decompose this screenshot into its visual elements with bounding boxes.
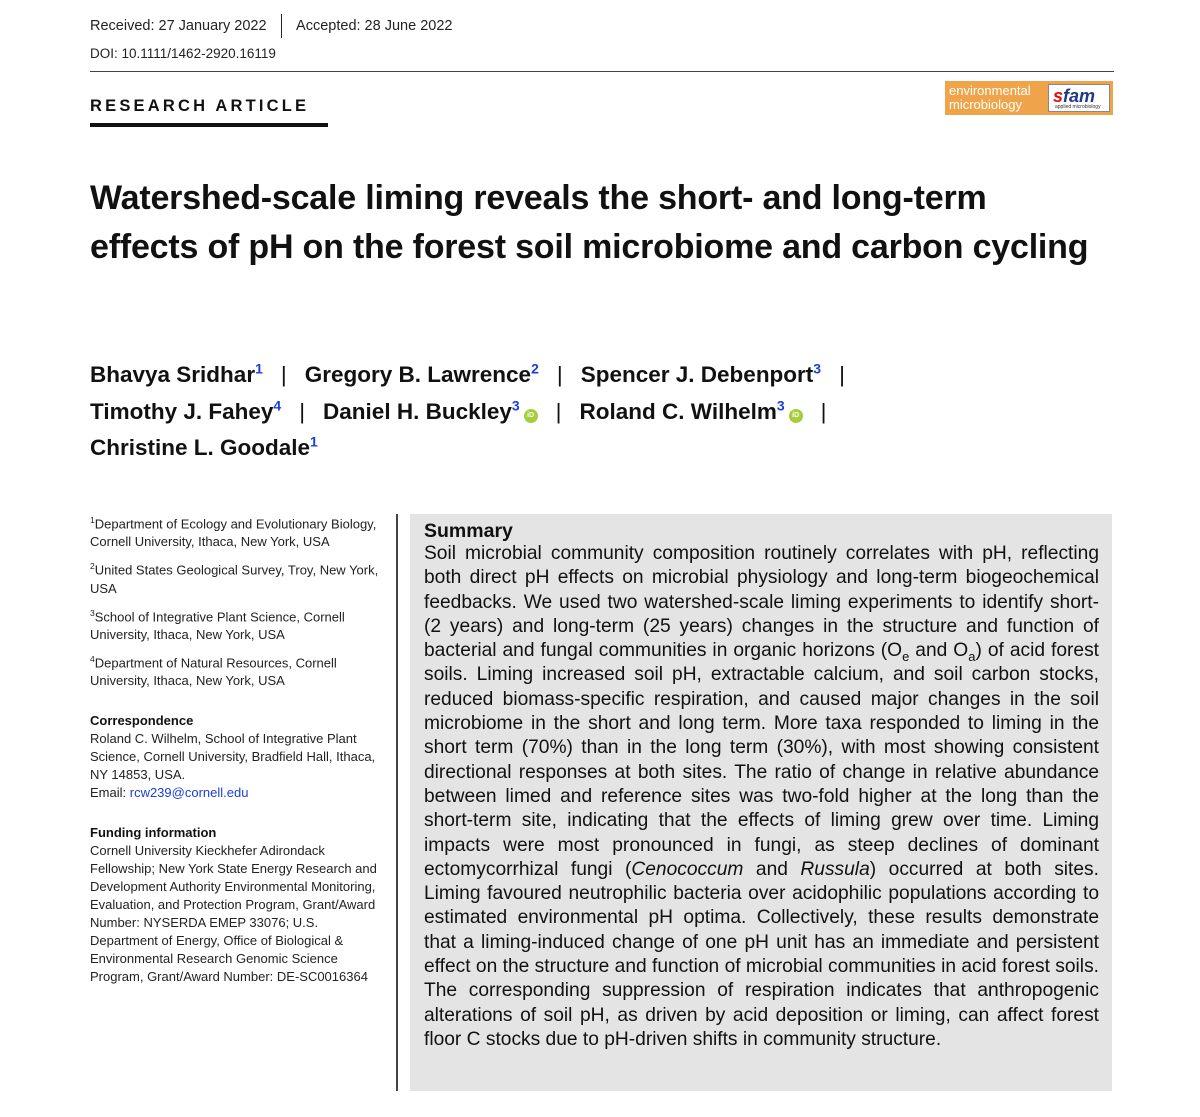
doi[interactable]: DOI: 10.1111/1462-2920.16119 (90, 46, 276, 61)
summary-part-3: ) of acid forest soils. Liming increased soil pH, extractable calcium, and soil carbon stocks, reduced biomass-specific respiration, and caused major changes in the soil microbiome in the short and long term. More taxa responded to liming in the short term (70%) than in the long term (30%), with most showing consistent directional responses at both sites. The ratio of change in relative abundance between limed and reference sites was two-fold higher at the long than the short-term site, indicating that the effects of liming grew over time. Liming impacts were most pronounced in fungi, as steep declines of dominant ectomycorrhizal fungi ( (424, 640, 1099, 880)
journal-logo (945, 81, 1113, 115)
affiliation (90, 604, 386, 644)
affiliation-number: 4 (90, 653, 95, 664)
author[interactable] (580, 399, 803, 424)
author-separator: | (280, 362, 287, 387)
subscript-a: a (968, 649, 976, 665)
summary-part-1: Soil microbial community composition routinely correlates with pH, reflecting both direct pH effects on microbial physiology and long-term biogeochemical feedbacks. We used two watershed-scale liming experiments to identify short- (2 years) and long-term (25 years) changes in the structure and function of bacterial and fungal communities in organic horizons (O (424, 543, 1099, 662)
subscript-e: e (902, 649, 910, 665)
affiliation-text: School of Integrative Plant Science, Cornell University, Ithaca, New York, USA (90, 608, 345, 642)
header-rule (90, 71, 1114, 72)
affiliation-text: Department of Natural Resources, Cornell University, Ithaca, New York, USA (90, 655, 337, 689)
affiliation-text: United States Geological Survey, Troy, New York, USA (90, 562, 379, 596)
author-separator: | (555, 398, 562, 424)
affiliation (90, 650, 386, 690)
journal-name-line1: environmental (949, 83, 1031, 98)
author-affiliation-number[interactable]: 3 (813, 360, 822, 377)
journal-name-block (945, 81, 1045, 115)
author-name[interactable]: Bhavya Sridhar (90, 362, 256, 387)
author-separator: | (820, 398, 827, 424)
affiliation-text: Department of Ecology and Evolutionary Biology, Cornell University, Ithaca, New York, USA (90, 516, 377, 550)
author-affiliation-number[interactable]: 1 (255, 360, 263, 377)
author[interactable] (305, 362, 539, 387)
author-name[interactable]: Roland C. Wilhelm (579, 398, 777, 424)
sfam-logo (1045, 81, 1113, 115)
summary-rule (396, 514, 398, 1091)
author-affiliation-number[interactable]: 3 (511, 397, 520, 413)
summary-part-5: ) occurred at both sites. Liming favoured neutrophilic bacteria over acidophilic populations according to estimated environmental pH optima. Collectively, these results demonstrate that a liming-induced change of one pH unit has an immediate and persistent effect on the structure and function of microbial communities in acid forest soils. The corresponding suppression of respiration indicates that anthropogenic alterations of soil pH, as driven by acid deposition or liming, can affect forest floor C stocks due to pH-driven shifts in community structure. (424, 858, 1099, 1050)
article-sidebar (90, 511, 386, 986)
correspondence-email-line (90, 784, 386, 802)
author-name[interactable]: Gregory B. Lawrence (304, 362, 532, 387)
received-date: Received: 27 January 2022 (90, 18, 267, 34)
affiliation-number: 1 (90, 515, 95, 525)
author-separator: | (839, 362, 845, 387)
funding-information (90, 824, 386, 986)
article-title: Watershed-scale liming reveals the short- and long-term effects of pH on the forest soil microbiome and carbon cycling (90, 179, 1089, 266)
affiliation-number: 3 (90, 607, 95, 618)
author[interactable] (323, 399, 538, 424)
article-dates (90, 14, 452, 38)
summary-part-4: and (743, 858, 801, 880)
orcid-icon[interactable]: iD (789, 409, 803, 423)
author-affiliation-number[interactable]: 1 (310, 433, 318, 450)
summary-heading: Summary (424, 520, 513, 542)
summary-box (410, 514, 1112, 1091)
sfam-tagline: applied microbiology (1055, 104, 1101, 110)
funding-heading: Funding information (90, 825, 217, 841)
affiliation (90, 511, 386, 551)
author-affiliation-number[interactable]: 3 (776, 397, 785, 413)
sfam-wordmark: sfam (1053, 86, 1096, 106)
journal-name-line2: microbiology (949, 97, 1022, 112)
affiliations (90, 511, 386, 690)
section-label: RESEARCH ARTICLE (90, 97, 310, 115)
author-name[interactable]: Christine L. Goodale (90, 435, 311, 460)
affiliation-number: 2 (90, 561, 95, 572)
taxon-russula: Russula (800, 858, 870, 880)
funding-text: Cornell University Kieckhefer Adirondack Fellowship; New York State Energy Research and Development Authority Environmental Monitoring, Evaluation, and Protection Program, Grant/Award Number: NYSERDA EMEP 33076; U.S. Department of Energy, Office of Biological & Environmental Research Genomic Science Program, Grant/Award Number: DE-SC0016364 (90, 843, 377, 985)
author-name[interactable]: Timothy J. Fahey (90, 398, 274, 424)
orcid-icon[interactable]: iD (524, 409, 538, 423)
date-divider (281, 14, 283, 38)
author-name[interactable]: Spencer J. Debenport (580, 362, 814, 387)
author-separator: | (556, 362, 563, 387)
email-label: Email: (90, 785, 130, 801)
author[interactable] (90, 362, 263, 387)
author-name[interactable]: Daniel H. Buckley (323, 398, 512, 424)
correspondence-text: Roland C. Wilhelm, School of Integrative Plant Science, Cornell University, Bradfield Hall, Ithaca, NY 14853, USA. (90, 731, 376, 783)
summary-text (424, 542, 1099, 1052)
correspondence-heading: Correspondence (90, 713, 194, 729)
correspondence (90, 712, 386, 802)
author[interactable] (581, 362, 821, 387)
author-list (90, 357, 1110, 467)
author[interactable] (90, 435, 318, 460)
accepted-date: Accepted: 28 June 2022 (296, 18, 453, 34)
author-affiliation-number[interactable]: 2 (531, 360, 539, 377)
author-affiliation-number[interactable]: 4 (273, 397, 282, 413)
section-underline (90, 123, 328, 127)
author[interactable] (90, 399, 281, 424)
author-separator: | (299, 398, 306, 424)
taxon-cenococcum: Cenococcum (631, 858, 744, 880)
email-link[interactable]: rcw239@cornell.edu (129, 785, 249, 801)
summary-part-2: and O (909, 640, 969, 662)
affiliation (90, 557, 386, 597)
